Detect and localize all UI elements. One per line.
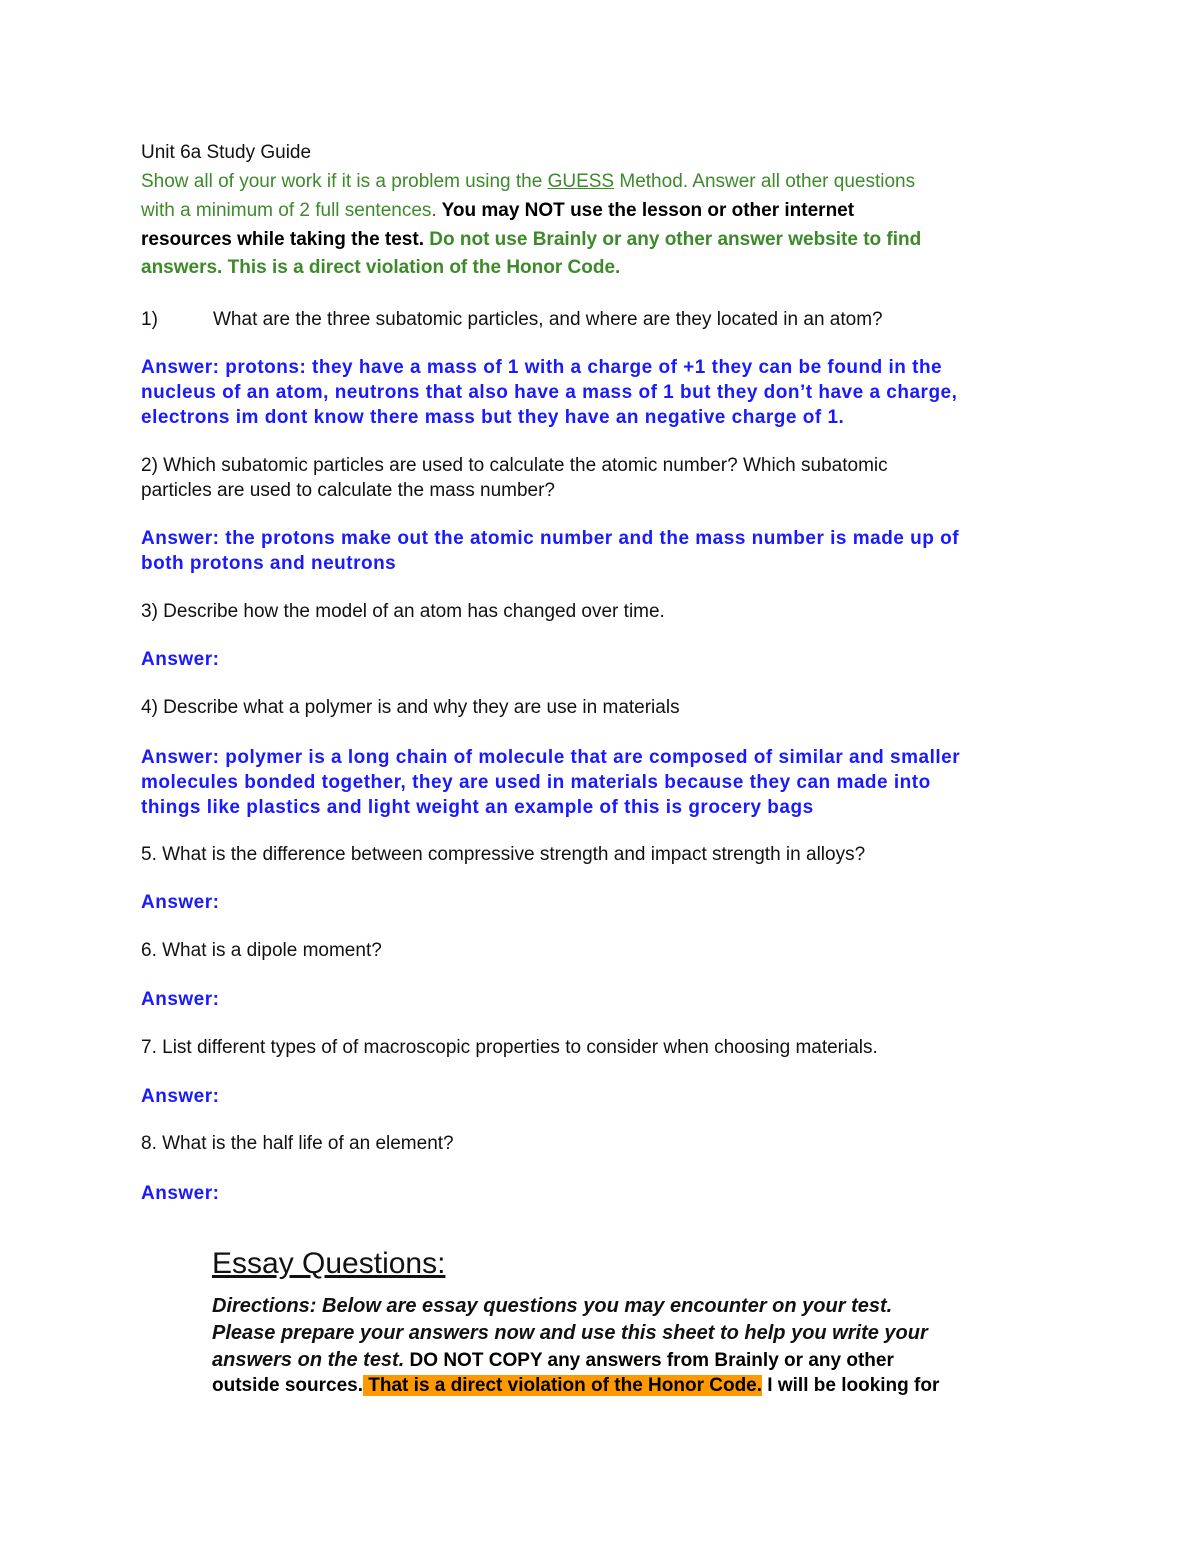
intro-text: Method. Answer all other questions (614, 171, 916, 192)
guess-link[interactable]: GUESS (547, 171, 615, 192)
essay-heading: Essay Questions: (212, 1247, 446, 1280)
essay-directions: Please prepare your answers now and use this sheet to help you write your (212, 1322, 928, 1344)
directions-warning: outside sources. (212, 1375, 363, 1396)
honor-warning: Do not use Brainly or any other answer website to find (423, 229, 922, 250)
intro-text: with a minimum of 2 full sentences (141, 200, 432, 221)
honor-warning: answers. This is a direct violation of the Honor Code. (141, 257, 621, 278)
question-6: 6. What is a dipole moment? (141, 940, 382, 961)
answer-1: Answer: protons: they have a mass of 1 with a charge of +1 they can be found in the (141, 357, 943, 378)
question-1: What are the three subatomic particles, and where are they located in an atom? (213, 309, 883, 330)
directions-warning: DO NOT COPY any answers from Brainly or any other (404, 1350, 894, 1371)
answer-1: nucleus of an atom, neutrons that also have a mass of 1 but they don’t have a charge, (141, 382, 958, 403)
answer-4: Answer: polymer is a long chain of molecule that are composed of similar and smaller (141, 747, 961, 768)
question-1-number: 1) (141, 309, 158, 330)
directions-text: I will be looking for (762, 1375, 940, 1396)
intro-line (141, 200, 854, 222)
answer-5: Answer: (141, 892, 220, 913)
answer-1: electrons im dont know there mass but they have an negative charge of 1. (141, 407, 845, 428)
question-2: particles are used to calculate the mass number? (141, 480, 555, 501)
question-7: 7. List different types of of macroscopic properties to consider when choosing materials. (141, 1037, 878, 1058)
answer-4: molecules bonded together, they are used in materials because they can made into (141, 772, 931, 793)
answer-6: Answer: (141, 989, 220, 1010)
answer-8: Answer: (141, 1183, 220, 1204)
answer-2: both protons and neutrons (141, 553, 397, 574)
question-5: 5. What is the difference between compressive strength and impact strength in alloys? (141, 844, 866, 865)
intro-line (141, 229, 921, 251)
answer-7: Answer: (141, 1086, 220, 1107)
intro-warning: You may NOT use the lesson or other internet (436, 200, 855, 221)
essay-directions (212, 1349, 894, 1372)
document-title: Unit 6a Study Guide (141, 142, 312, 163)
essay-directions (212, 1375, 939, 1397)
question-3: 3) Describe how the model of an atom has changed over time. (141, 601, 665, 622)
intro-line (141, 171, 915, 193)
intro-text: . (431, 200, 437, 221)
essay-directions: Directions: Below are essay questions you may encounter on your test. (212, 1295, 893, 1317)
intro-warning: resources while taking the test. (141, 229, 424, 250)
answer-4: things like plastics and light weight an example of this is grocery bags (141, 797, 814, 818)
question-2: 2) Which subatomic particles are used to calculate the atomic number? Which subatomic (141, 455, 888, 476)
question-8: 8. What is the half life of an element? (141, 1133, 454, 1154)
answer-3: Answer: (141, 649, 220, 670)
directions-text: answers on the test. (212, 1349, 405, 1371)
answer-2: Answer: the protons make out the atomic number and the mass number is made up of (141, 528, 960, 549)
question-4: 4) Describe what a polymer is and why they are use in materials (141, 697, 680, 718)
intro-text: Show all of your work if it is a problem using the (141, 171, 548, 192)
highlighted-warning: That is a direct violation of the Honor Code. (363, 1375, 763, 1396)
